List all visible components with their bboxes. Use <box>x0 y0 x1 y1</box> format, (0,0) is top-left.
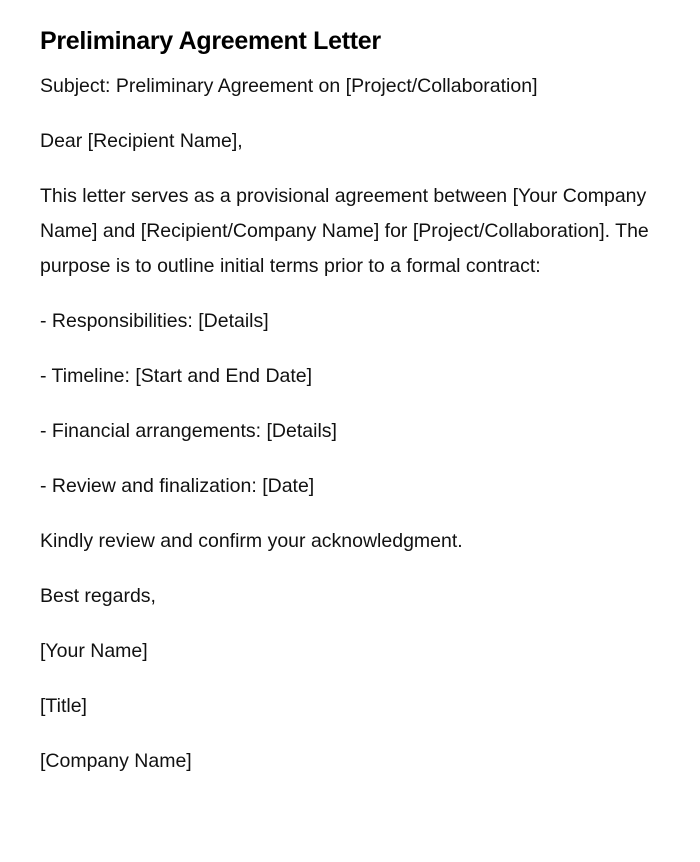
term-item-review: - Review and finalization: [Date] <box>40 475 315 497</box>
sign-off: Best regards, <box>40 585 156 607</box>
document-title: Preliminary Agreement Letter <box>40 27 381 55</box>
signature-company: [Company Name] <box>40 750 192 772</box>
body-paragraph: This letter serves as a provisional agreement between [Your Company Name] and [Recipient/Company Name] for [Project/Collaboration]. The purpose is to outline initial terms prior to a formal contract: <box>40 185 649 277</box>
subject-line: Subject: Preliminary Agreement on [Project/Collaboration] <box>40 75 538 97</box>
signature-name: [Your Name] <box>40 640 148 662</box>
term-item-financial: - Financial arrangements: [Details] <box>40 420 337 442</box>
greeting: Dear [Recipient Name], <box>40 130 243 152</box>
term-item-timeline: - Timeline: [Start and End Date] <box>40 365 313 387</box>
terms-list <box>40 304 660 504</box>
signature-title: [Title] <box>40 695 87 717</box>
closing-request: Kindly review and confirm your acknowledgment. <box>40 530 463 552</box>
term-item-responsibilities: - Responsibilities: [Details] <box>40 310 269 332</box>
